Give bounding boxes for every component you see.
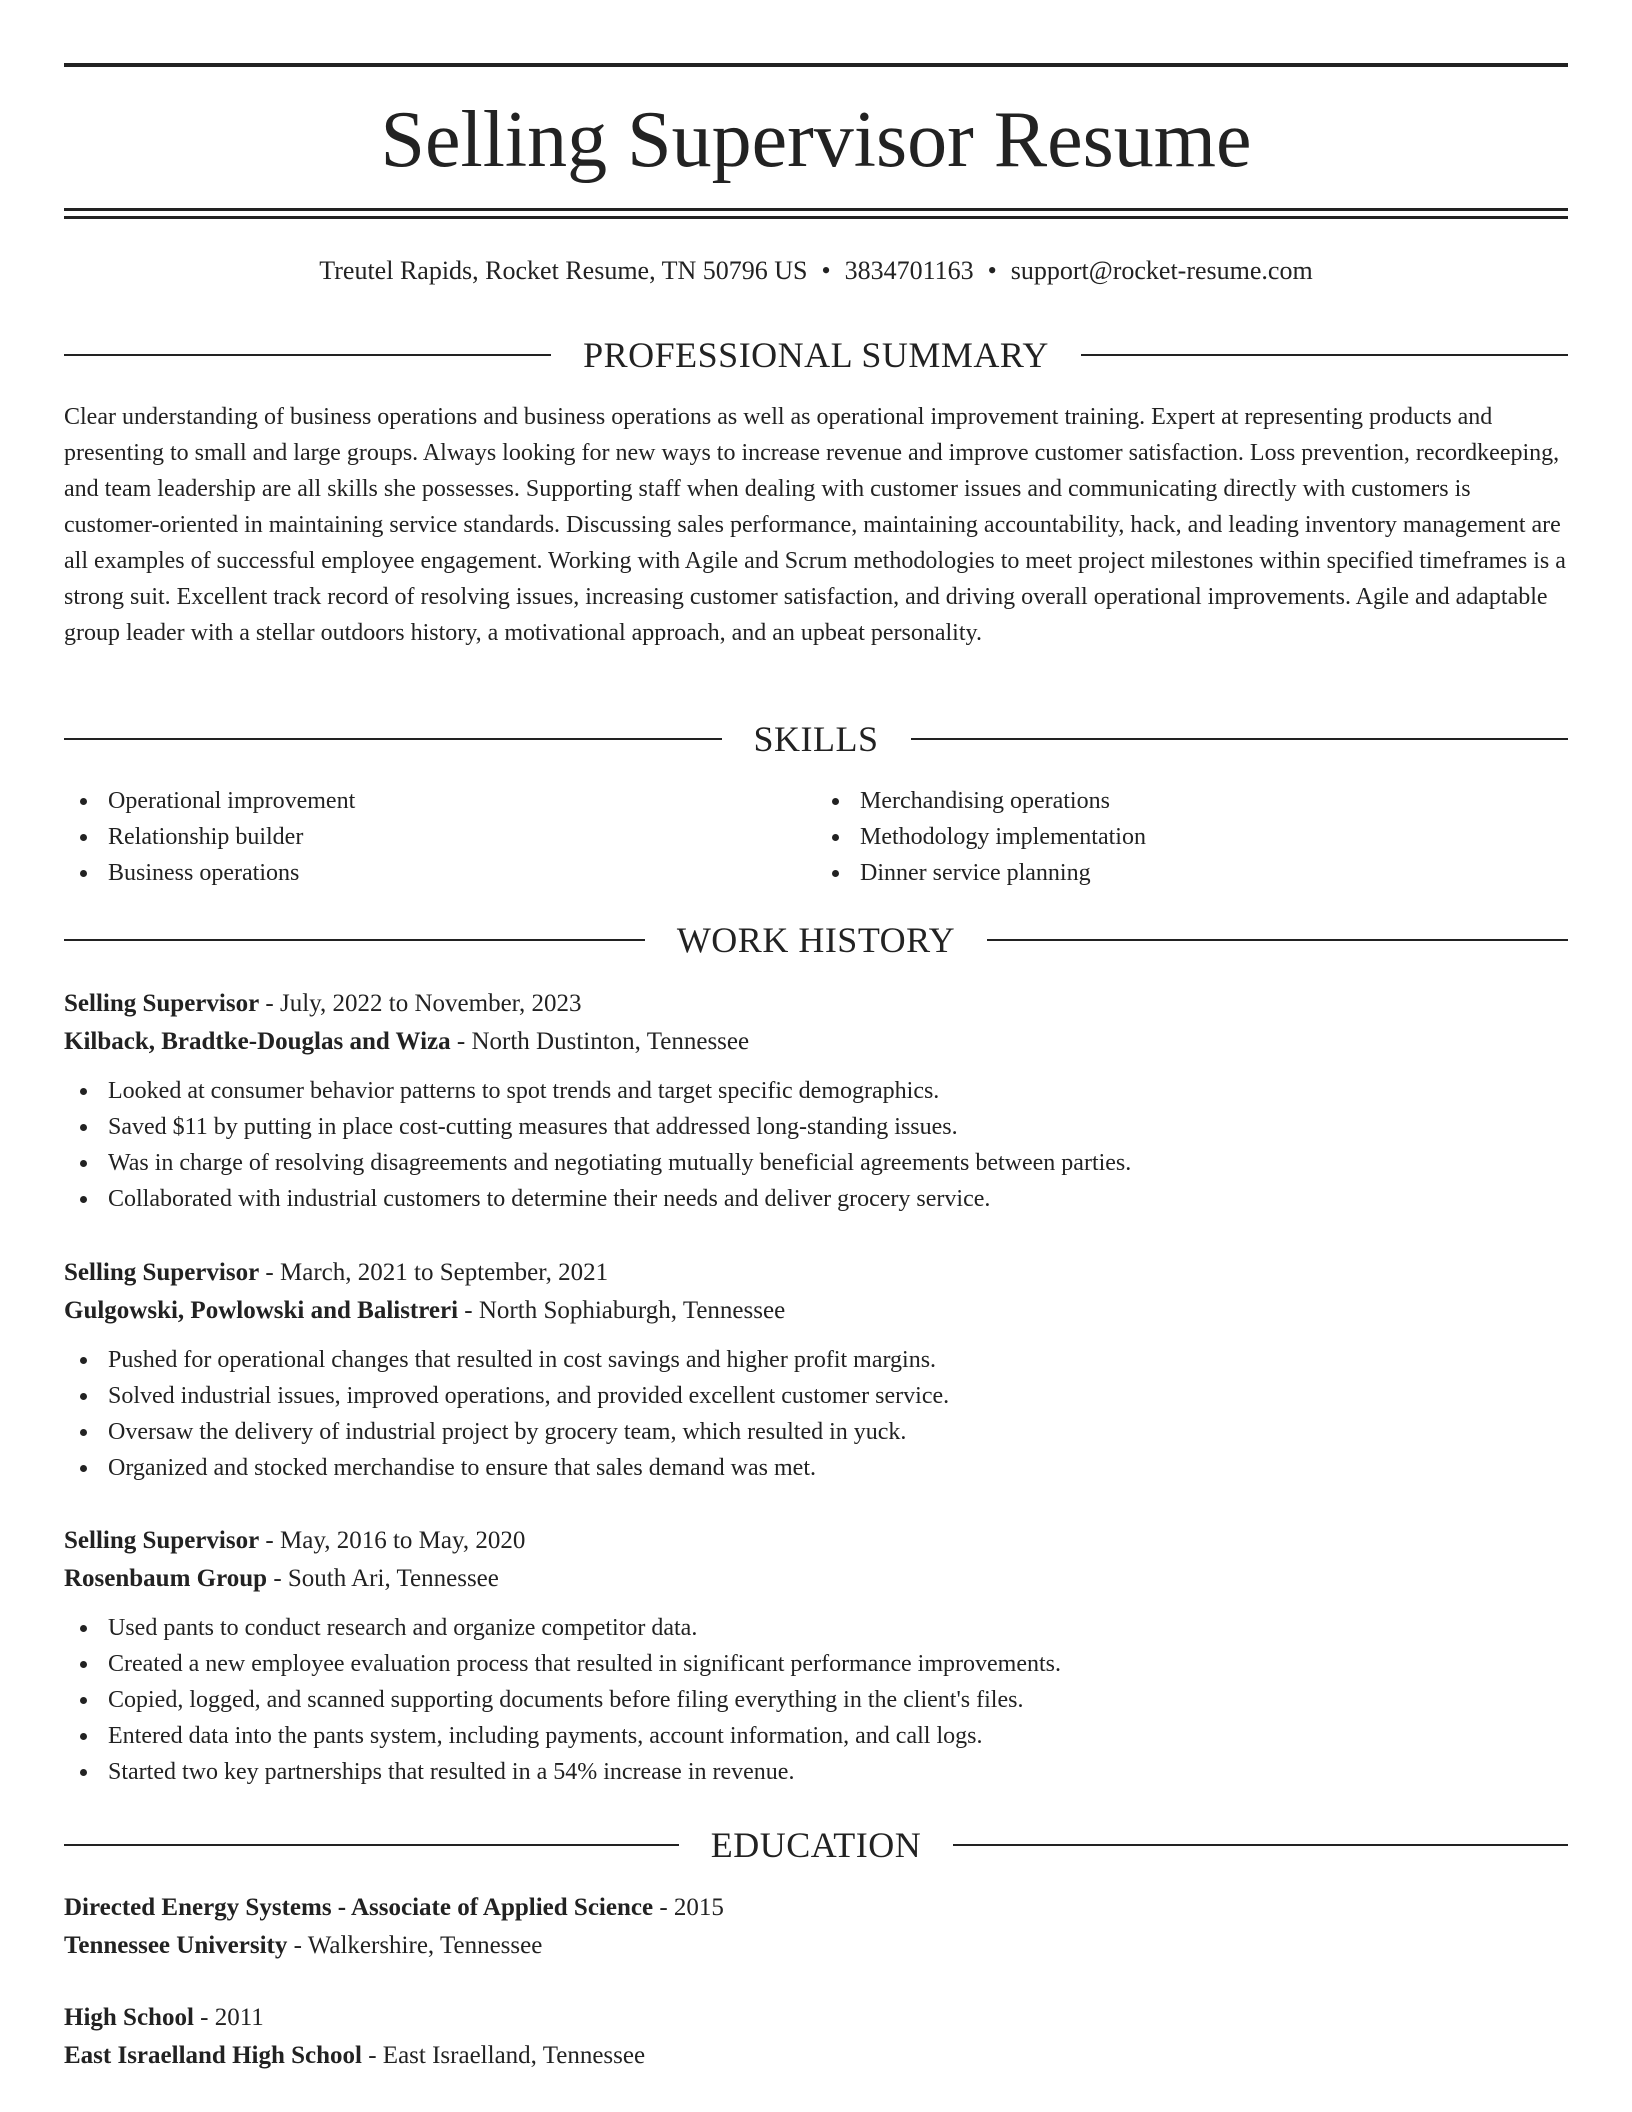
job-bullet: Entered data into the pants system, including payments, account information, and call logs.	[64, 1718, 1568, 1754]
job-bullet: Created a new employee evaluation process that resulted in significant performance improvements.	[64, 1646, 1568, 1682]
skill-item: Merchandising operations	[816, 783, 1568, 819]
job-bullet: Looked at consumer behavior patterns to spot trends and target specific demographics.	[64, 1073, 1568, 1109]
header-top-rule	[64, 63, 1568, 67]
job-entry	[64, 1522, 1568, 1790]
education-degree: Directed Energy Systems - Associate of Applied Science	[64, 1894, 654, 1921]
section-header-education	[64, 1823, 1568, 1867]
job-bullets	[64, 1073, 1568, 1217]
education-entry	[64, 1889, 1568, 1965]
job-bullet: Solved industrial issues, improved operations, and provided excellent customer service.	[64, 1378, 1568, 1414]
education-degree-line	[64, 1999, 1568, 2037]
job-title: Selling Supervisor	[64, 1527, 260, 1554]
job-company: Rosenbaum Group	[64, 1565, 268, 1592]
job-dates: - May, 2016 to May, 2020	[259, 1527, 526, 1554]
section-title-summary: PROFESSIONAL SUMMARY	[583, 335, 1049, 375]
contact-address: Treutel Rapids, Rocket Resume, TN 50796 US	[319, 256, 808, 285]
job-title-line	[64, 985, 1568, 1023]
job-company-line	[64, 1023, 1568, 1061]
professional-summary-text: Clear understanding of business operations and business operations as well as operational improvement training. Expert at representing products and presenting to small and large groups. Always looking for new ways to increase revenue and improve customer satisfaction. Loss prevention, recordkeeping, and team leadership are all skills she possesses. Supporting staff when dealing with customer issues and communicating directly with customers is customer-oriented in maintaining service standards. Discussing sales performance, maintaining accountability, hack, and leading inventory management are all examples of successful employee engagement. Working with Agile and Scrum methodologies to meet project milestones within specified timeframes is a strong suit. Excellent track record of resolving issues, increasing customer satisfaction, and driving overall operational improvements. Agile and adaptable group leader with a stellar outdoors history, a motivational approach, and an upbeat personality.	[64, 404, 1566, 646]
job-entry	[64, 985, 1568, 1217]
contact-line	[64, 254, 1568, 288]
job-company: Gulgowski, Powlowski and Balistreri	[64, 1297, 459, 1324]
education-year: - 2015	[653, 1894, 724, 1921]
job-bullet: Used pants to conduct research and organize competitor data.	[64, 1610, 1568, 1646]
skills-column-right	[816, 783, 1568, 891]
education-location: - East Israelland, Tennessee	[361, 2042, 646, 2069]
job-bullet: Collaborated with industrial customers to determine their needs and deliver grocery service.	[64, 1181, 1568, 1217]
section-title-education: EDUCATION	[710, 1825, 922, 1865]
job-location: - North Sophiaburgh, Tennessee	[458, 1297, 786, 1324]
education-school: Tennessee University	[64, 1932, 288, 1959]
job-title-line	[64, 1254, 1568, 1292]
section-header-skills	[64, 717, 1568, 761]
education-entry	[64, 1999, 1568, 2075]
job-bullet: Started two key partnerships that resulted in a 54% increase in revenue.	[64, 1754, 1568, 1790]
job-bullet: Copied, logged, and scanned supporting documents before filing everything in the client's files.	[64, 1682, 1568, 1718]
skill-item: Dinner service planning	[816, 855, 1568, 891]
education-school-line	[64, 1927, 1568, 1965]
job-bullet: Oversaw the delivery of industrial project by grocery team, which resulted in yuck.	[64, 1414, 1568, 1450]
section-rule	[64, 354, 551, 356]
contact-separator: •	[821, 256, 831, 285]
skills-list	[64, 783, 1568, 891]
job-bullet: Was in charge of resolving disagreements and negotiating mutually beneficial agreements between parties.	[64, 1145, 1568, 1181]
job-bullet: Organized and stocked merchandise to ensure that sales demand was met.	[64, 1450, 1568, 1486]
education-school: East Israelland High School	[64, 2042, 362, 2069]
section-header-work-history	[64, 918, 1568, 962]
skill-item: Operational improvement	[64, 783, 816, 819]
education-degree-line	[64, 1889, 1568, 1927]
job-bullet: Saved $11 by putting in place cost-cutting measures that addressed long-standing issues.	[64, 1109, 1568, 1145]
section-title-work-history: WORK HISTORY	[676, 920, 956, 960]
contact-separator: •	[987, 256, 997, 285]
skill-item: Business operations	[64, 855, 816, 891]
skill-item: Methodology implementation	[816, 819, 1568, 855]
job-company-line	[64, 1292, 1568, 1330]
education-year: - 2011	[193, 2004, 264, 2031]
section-rule	[911, 738, 1569, 740]
job-entry	[64, 1254, 1568, 1486]
job-title-line	[64, 1522, 1568, 1560]
education-location: - Walkershire, Tennessee	[287, 1932, 543, 1959]
job-location: - South Ari, Tennessee	[267, 1565, 499, 1592]
job-dates: - March, 2021 to September, 2021	[259, 1259, 609, 1286]
job-dates: - July, 2022 to November, 2023	[259, 990, 582, 1017]
skills-column-left	[64, 783, 816, 891]
job-company: Kilback, Bradtke-Douglas and Wiza	[64, 1028, 451, 1055]
job-bullet: Pushed for operational changes that resulted in cost savings and higher profit margins.	[64, 1342, 1568, 1378]
education-degree: High School	[64, 2004, 194, 2031]
job-company-line	[64, 1560, 1568, 1598]
section-rule	[953, 1844, 1568, 1846]
job-title: Selling Supervisor	[64, 990, 260, 1017]
job-title: Selling Supervisor	[64, 1259, 260, 1286]
contact-email[interactable]: support@rocket-resume.com	[1010, 256, 1313, 285]
resume-title: Selling Supervisor Resume	[380, 96, 1252, 184]
section-rule	[987, 939, 1568, 941]
header-double-rule	[64, 208, 1568, 219]
section-rule	[64, 939, 645, 941]
skill-item: Relationship builder	[64, 819, 816, 855]
section-rule	[64, 738, 722, 740]
section-rule	[64, 1844, 679, 1846]
job-bullets	[64, 1342, 1568, 1486]
education-school-line	[64, 2037, 1568, 2075]
contact-phone: 3834701163	[844, 256, 974, 285]
job-bullets	[64, 1610, 1568, 1790]
job-location: - North Dustinton, Tennessee	[450, 1028, 750, 1055]
section-title-skills: SKILLS	[753, 719, 879, 759]
section-header-summary	[64, 333, 1568, 377]
section-rule	[1081, 354, 1568, 356]
